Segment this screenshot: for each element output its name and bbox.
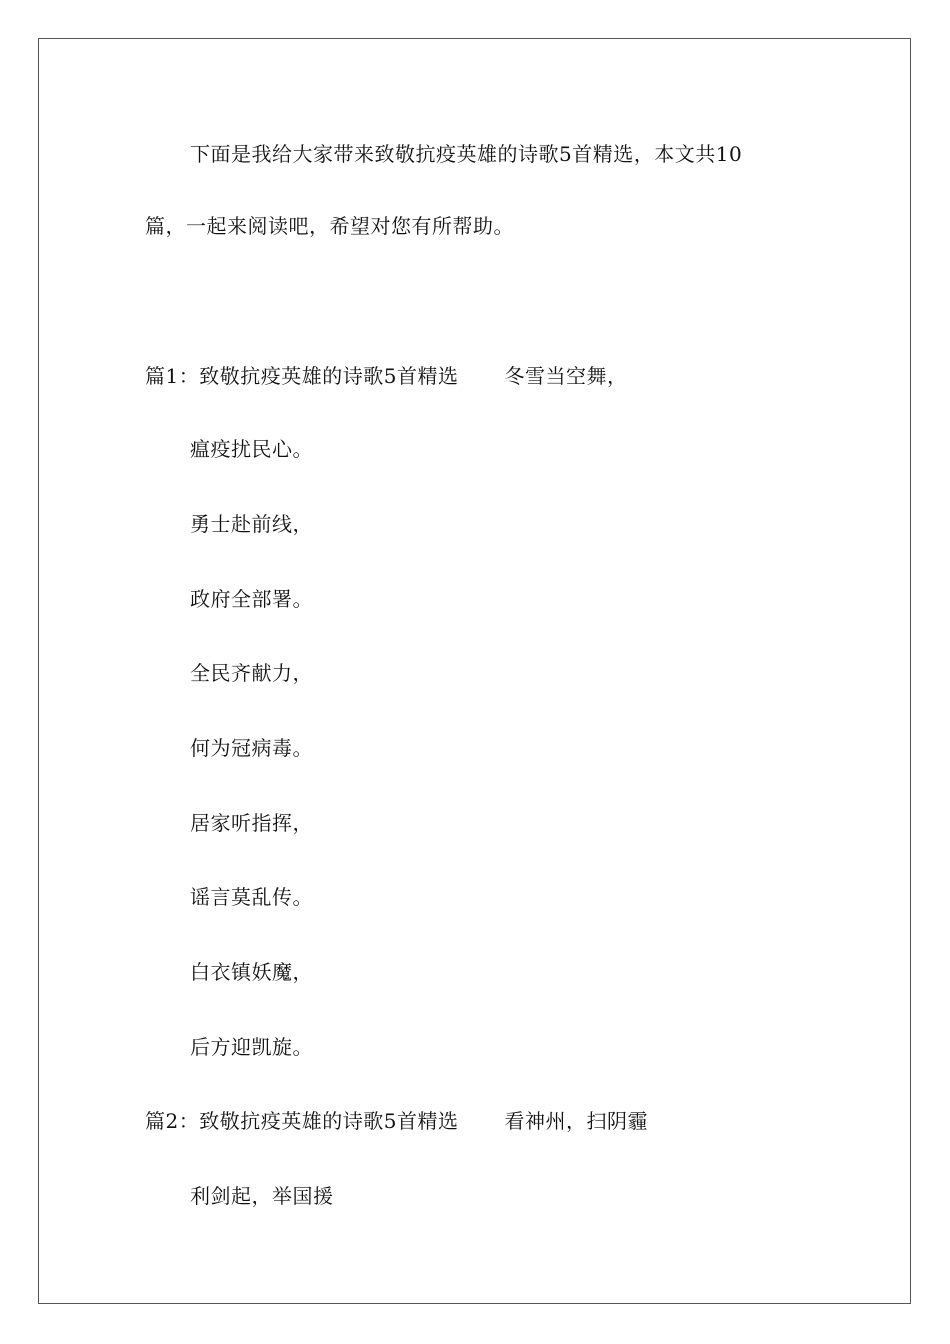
poem-1-line-4: 政府全部署。 [190, 587, 313, 611]
poem-2-line-2: 利剑起，举国援 [190, 1184, 334, 1208]
poem-1-line-8: 谣言莫乱传。 [190, 885, 313, 909]
poem-2-line-1: 看神州，扫阴霾 [504, 1109, 648, 1133]
intro-line-1: 下面是我给大家带来致敬抗疫英雄的诗歌5首精选，本文共10 [190, 142, 743, 166]
poem-1-line-6: 何为冠病毒。 [190, 736, 313, 760]
poem-1-line-1: 冬雪当空舞， [504, 364, 628, 388]
poem-1-line-7: 居家听指挥， [190, 811, 313, 835]
section-1-heading-row [145, 363, 627, 389]
poem-1-line-3: 勇士赴前线， [190, 512, 313, 536]
poem-1-line-10: 后方迎凯旋。 [190, 1035, 313, 1059]
poem-1-line-2: 瘟疫扰民心。 [190, 437, 313, 461]
section-2-heading-row [145, 1108, 648, 1134]
section-1-heading: 篇1：致敬抗疫英雄的诗歌5首精选 [145, 364, 459, 388]
intro-line-2: 篇，一起来阅读吧，希望对您有所帮助。 [145, 214, 514, 238]
poem-1-line-5: 全民齐献力， [190, 661, 313, 685]
poem-1-line-9: 白衣镇妖魔， [190, 960, 313, 984]
section-2-heading: 篇2：致敬抗疫英雄的诗歌5首精选 [145, 1109, 459, 1133]
